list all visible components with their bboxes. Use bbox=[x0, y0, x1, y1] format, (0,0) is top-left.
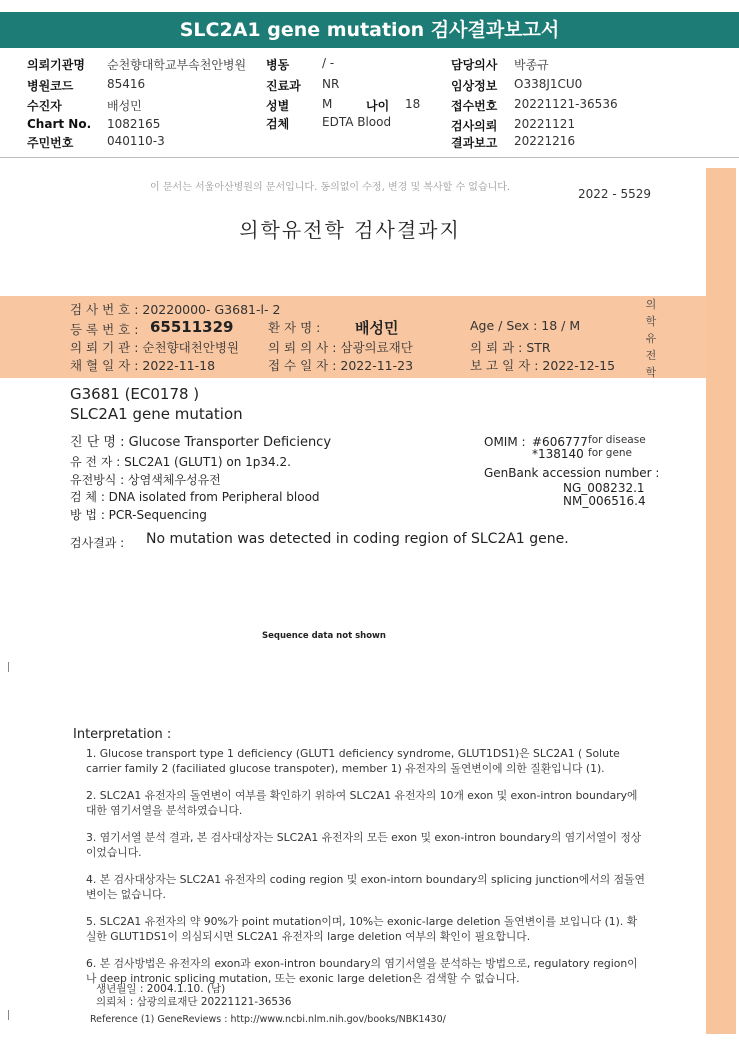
gene: 유 전 자 : SLC2A1 (GLUT1) on 1p34.2. bbox=[70, 455, 291, 469]
omim-gene-number: *138140 bbox=[532, 447, 584, 461]
test-number: 검 사 번 호 : 20220000- G3681-l- 2 bbox=[70, 302, 281, 317]
patient-value: 배성민 bbox=[107, 99, 142, 113]
requesting-institution: 의 뢰 기 관 : 순천향대천안병원 bbox=[70, 340, 239, 355]
omim-gene-label: for gene bbox=[588, 447, 633, 459]
clinical-value: O338J1CU0 bbox=[514, 77, 583, 91]
interpretation-list bbox=[86, 746, 646, 998]
dept-label: 진료과 bbox=[266, 79, 301, 93]
result-label: 검사결과 : bbox=[70, 536, 125, 550]
method: 방 법 : PCR-Sequencing bbox=[70, 508, 207, 522]
birth-date: 생년월일 : 2004.1.10. (남) bbox=[96, 983, 226, 995]
interpretation-item: 2. SLC2A1 유전자의 돌연변이 여부를 확인하기 위하여 SLC2A1 유전자의 10개 exon 및 exon-intron boundary에 대한 염기서열을 분석하였습니다. bbox=[86, 789, 638, 817]
right-color-strip bbox=[706, 168, 736, 1034]
band-patient-name: 배성민 bbox=[355, 319, 399, 337]
interpretation-item: 4. 본 검사대상자는 SLC2A1 유전자의 coding region 및 exon-intorn boundary의 splicing junction에서의 점돌연변이는 없습니다. bbox=[86, 873, 645, 901]
resident-label: 주민번호 bbox=[27, 136, 74, 150]
report-title: SLC2A1 gene mutation 검사결과보고서 bbox=[0, 12, 739, 48]
report-header bbox=[0, 52, 739, 152]
sex-label: 성별 bbox=[266, 99, 290, 113]
requesting-dept: 의 뢰 과 : STR bbox=[470, 340, 551, 355]
request-value: 20221121 bbox=[514, 117, 576, 131]
specimen-info: 검 체 : DNA isolated from Peripheral blood bbox=[70, 490, 320, 504]
requesting-doctor: 의 뢰 의 사 : 삼광의료재단 bbox=[268, 340, 413, 355]
hospital-code-label: 병원코드 bbox=[27, 79, 74, 93]
interpretation-item: 1. Glucose transport type 1 deficiency (GLUT1 deficiency syndrome, GLUT1DS1)은 SLC2A1 ( Solute carrier family 2 (faciliated glucose transpoter), member 1) 유전자의 돌연변이에 의한 질환입니다 (1). bbox=[86, 747, 620, 775]
registration-label: 등 록 번 호 : bbox=[70, 322, 139, 337]
dept-value: NR bbox=[322, 77, 340, 91]
document-title: 의학유전학 검사결과지 bbox=[239, 218, 461, 242]
sequence-note: Sequence data not shown bbox=[262, 631, 386, 641]
hospital-code-value: 85416 bbox=[107, 77, 146, 91]
genbank-label: GenBank accession number : bbox=[484, 466, 660, 480]
vertical-label: 의학유전학 bbox=[645, 298, 657, 379]
omim-label: OMIM : bbox=[484, 435, 526, 449]
report-date-value: 20221216 bbox=[514, 134, 576, 148]
chart-label: Chart No. bbox=[27, 117, 92, 131]
omim-disease-number: #606777 bbox=[532, 435, 588, 449]
ward-value: / - bbox=[322, 56, 335, 70]
institution-value: 순천향대학교부속천안병원 bbox=[107, 58, 247, 72]
requester: 의뢰처 : 삼광의료재단 20221121-36536 bbox=[96, 996, 292, 1008]
doctor-value: 박종규 bbox=[514, 58, 549, 72]
doctor-label: 담당의사 bbox=[451, 58, 498, 72]
header-divider bbox=[0, 157, 739, 158]
sex-value: M bbox=[322, 97, 333, 111]
clinical-label: 임상정보 bbox=[451, 79, 498, 93]
interpretation-title: Interpretation : bbox=[73, 727, 172, 742]
age-label: 나이 bbox=[366, 99, 390, 113]
band-patient-label: 환 자 명 : bbox=[268, 320, 321, 335]
interpretation-item: 5. SLC2A1 유전자의 약 90%가 point mutation이며, 10%는 exonic-large deletion 돌연변이를 보입니다 (1). 확실한 GLUT1DS1이 의심되시면 SLC2A1 유전자의 large deletion 여부의 확인이 필요합니다. bbox=[86, 915, 638, 943]
specimen-value: EDTA Blood bbox=[322, 115, 392, 129]
result-value: No mutation was detected in coding region of SLC2A1 gene. bbox=[146, 531, 569, 547]
receipt-date: 접 수 일 자 : 2022-11-23 bbox=[268, 358, 414, 373]
reference: Reference (1) GeneReviews : http://www.ncbi.nlm.nih.gov/books/NBK1430/ bbox=[90, 1014, 446, 1025]
receipt-label: 접수번호 bbox=[451, 99, 498, 113]
registration-number: 65511329 bbox=[150, 318, 234, 336]
interpretation-item: 3. 염기서열 분석 결과, 본 검사대상자는 SLC2A1 유전자의 모든 exon 및 exon-intron boundary의 염기서열이 정상이었습니다. bbox=[86, 831, 642, 859]
report-date-label: 결과보고 bbox=[451, 136, 498, 150]
patient-label: 수진자 bbox=[27, 99, 62, 113]
test-code: G3681 (EC0178 ) bbox=[70, 385, 200, 403]
specimen-label: 검체 bbox=[266, 117, 290, 131]
edge-mark bbox=[8, 1010, 10, 1020]
request-label: 검사의뢰 bbox=[451, 119, 498, 133]
patient-info-band bbox=[0, 296, 706, 378]
document-number: 2022 - 5529 bbox=[578, 187, 652, 201]
omim-disease-label: for disease bbox=[588, 434, 646, 446]
age-sex: Age / Sex : 18 / M bbox=[470, 318, 581, 333]
resident-value: 040110-3 bbox=[107, 134, 165, 148]
inheritance: 유전방식 : 상염색체우성유전 bbox=[70, 473, 221, 487]
test-name: SLC2A1 gene mutation bbox=[70, 405, 243, 423]
age-value: 18 bbox=[405, 97, 421, 111]
edge-mark bbox=[8, 662, 10, 672]
receipt-value: 20221121-36536 bbox=[514, 97, 618, 111]
genbank-accession-1: NG_008232.1 bbox=[563, 481, 645, 495]
report-date: 보 고 일 자 : 2022-12-15 bbox=[470, 358, 616, 373]
genbank-accession-2: NM_006516.4 bbox=[563, 494, 646, 508]
interpretation-item: 6. 본 검사방법은 유전자의 exon과 exon-intron boundary의 염기서열을 분석하는 방법으로, regulatory region이나 deep intronic splicing mutation, 또는 exonic large deletion은 검색할 수 없습니다. bbox=[86, 957, 638, 985]
diagnosis: 진 단 명 : Glucose Transporter Deficiency bbox=[70, 435, 332, 450]
institution-label: 의뢰기관명 bbox=[27, 58, 85, 72]
chart-value: 1082165 bbox=[107, 117, 161, 131]
ward-label: 병동 bbox=[266, 58, 290, 72]
collection-date: 채 혈 일 자 : 2022-11-18 bbox=[70, 358, 216, 373]
copyright-note: 이 문서는 서울아산병원의 문서입니다. 동의없이 수정, 변경 및 복사할 수 없습니다. bbox=[150, 182, 511, 193]
